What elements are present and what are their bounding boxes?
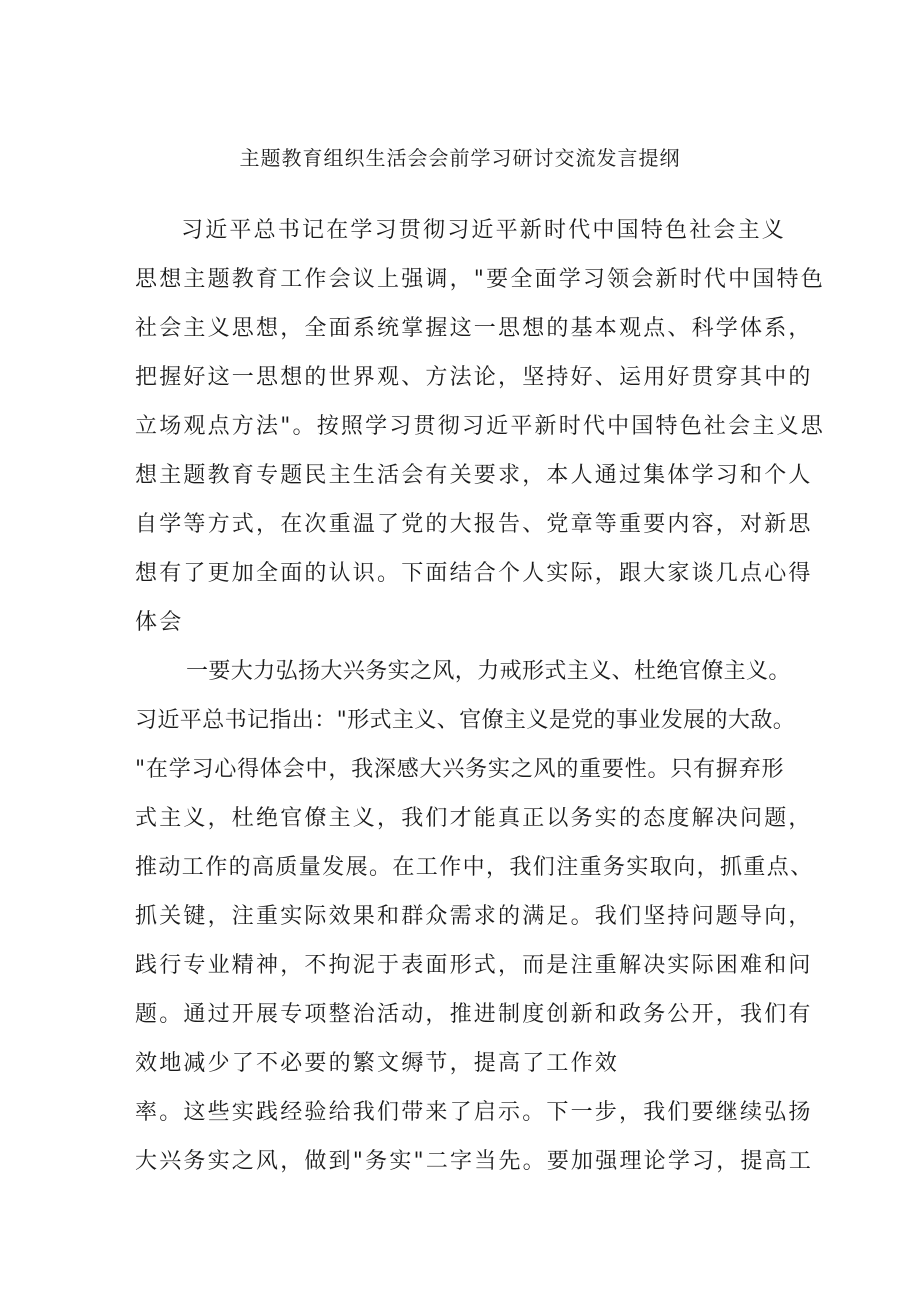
paragraph-line: 抓关键，注重实际效果和群众需求的满足。我们坚持问题导向， xyxy=(135,904,813,929)
document-title: 主题教育组织生活会会前学习研讨交流发言提纲 xyxy=(239,146,681,170)
paragraph-line: 式主义，杜绝官僚主义，我们才能真正以务实的态度解决问题， xyxy=(135,806,813,831)
paragraph-line: 一要大力弘扬大兴务实之风，力戒形式主义、杜绝官僚主义。 xyxy=(186,659,791,684)
paragraph-line: 立场观点方法"。按照学习贯彻习近平新时代中国特色社会主义思 xyxy=(135,414,825,439)
paragraph-line: 体会 xyxy=(135,610,184,635)
paragraph-line: 思想主题教育工作会议上强调，"要全面学习领会新时代中国特色 xyxy=(135,267,825,292)
paragraph-line: 推动工作的高质量发展。在工作中，我们注重务实取向，抓重点、 xyxy=(135,855,814,880)
paragraph-line: 社会主义思想，全面系统掌握这一思想的基本观点、科学体系， xyxy=(135,316,813,341)
paragraph-line: 把握好这一思想的世界观、方法论，坚持好、运用好贯穿其中的 xyxy=(135,365,813,390)
paragraph-line: "在学习心得体会中，我深感大兴务实之风的重要性。只有摒弃形 xyxy=(135,757,785,782)
paragraph-line: 想有了更加全面的认识。下面结合个人实际，跟大家谈几点心得 xyxy=(135,561,813,586)
paragraph-line: 自学等方式，在次重温了党的大报告、党章等重要内容，对新思 xyxy=(135,512,813,537)
paragraph-line: 践行专业精神，不拘泥于表面形式，而是注重解决实际困难和问 xyxy=(135,953,813,978)
paragraph-line: 率。这些实践经验给我们带来了启示。下一步，我们要继续弘扬 xyxy=(135,1100,813,1125)
paragraph-line: 习近平总书记在学习贯彻习近平新时代中国特色社会主义 xyxy=(181,218,787,243)
paragraph-line: 题。通过开展专项整治活动，推进制度创新和政务公开，我们有 xyxy=(135,1002,813,1027)
paragraph-line: 大兴务实之风，做到"务实"二字当先。要加强理论学习，提高工 xyxy=(135,1149,814,1174)
paragraph-line: 想主题教育专题民主生活会有关要求，本人通过集体学习和个人 xyxy=(135,463,813,488)
paragraph-line: 习近平总书记指出："形式主义、官僚主义是党的事业发展的大敌。 xyxy=(135,708,796,733)
paragraph-line: 效地减少了不必要的繁文缛节，提高了工作效 xyxy=(135,1051,620,1076)
